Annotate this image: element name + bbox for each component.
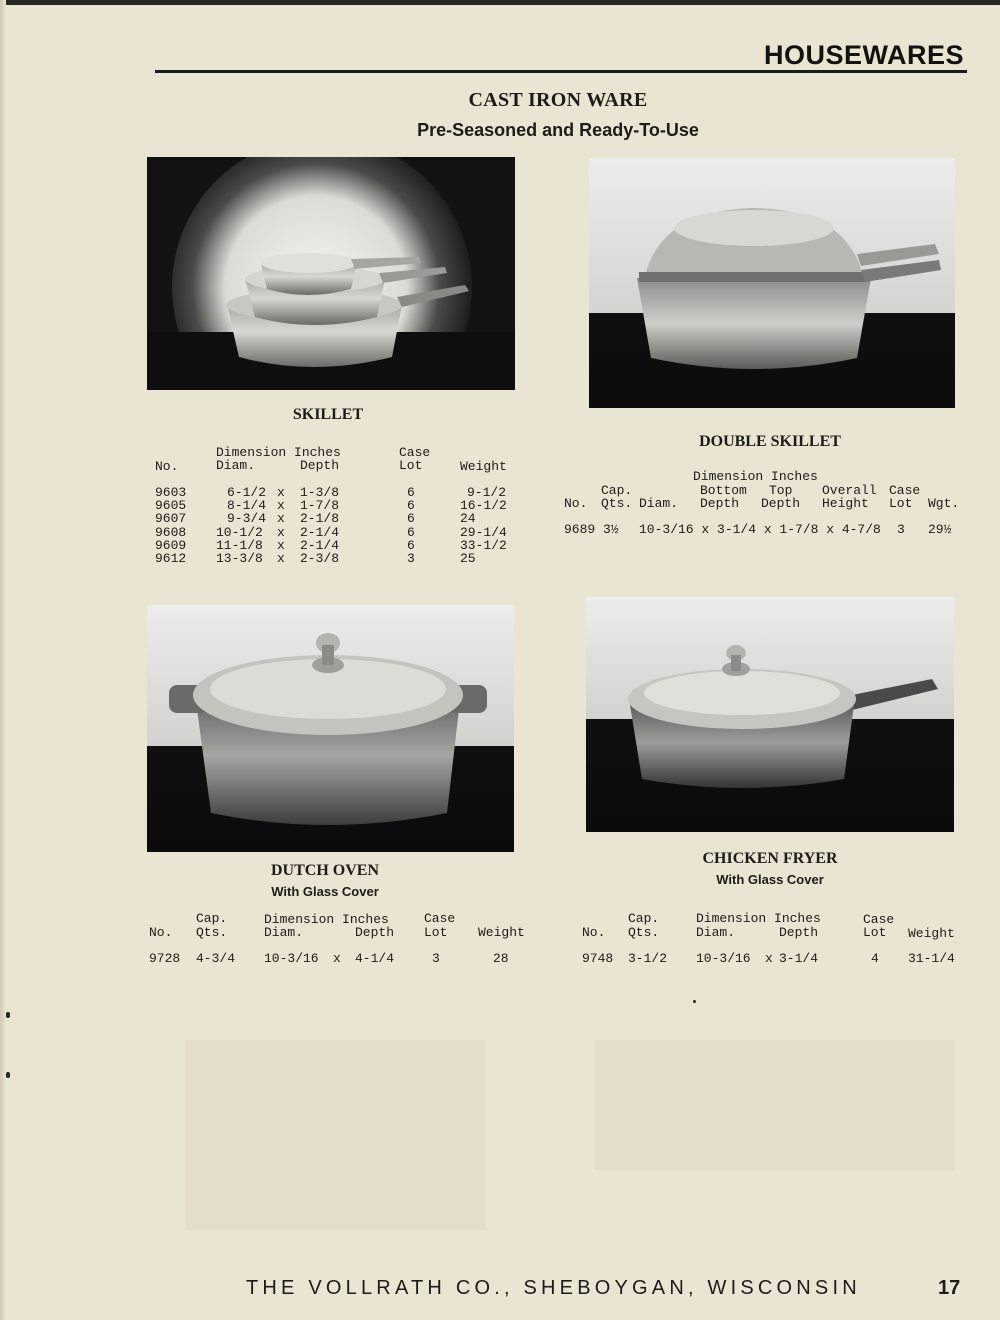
skillet-x: x — [277, 525, 285, 540]
skillet-diam: 9-3/4 — [226, 511, 266, 526]
bleed-through — [595, 1040, 955, 1170]
section-header: HOUSEWARES — [763, 40, 964, 70]
do-header-no: No. — [149, 925, 173, 940]
do-weight: 28 — [493, 951, 509, 966]
chicken-fryer-subtitle: With Glass Cover — [716, 872, 824, 887]
do-no: 9728 — [149, 951, 181, 966]
skillet-lot: 6 — [407, 511, 415, 526]
skillet-lot: 6 — [407, 485, 415, 500]
page-title: CAST IRON WARE — [468, 89, 648, 111]
ds-header-height: Height — [822, 496, 869, 511]
skillet-x: x — [277, 498, 285, 513]
skillet-no: 9609 — [155, 538, 187, 553]
skillet-lot: 6 — [407, 525, 415, 540]
do-qts: 4-3/4 — [196, 951, 236, 966]
cf-header-weight: Weight — [908, 926, 955, 941]
skillet-no: 9612 — [155, 551, 187, 566]
do-header-diam: Diam. — [264, 925, 304, 940]
ds-no: 9689 — [564, 522, 596, 537]
cf-depth: 3-1/4 — [779, 951, 819, 966]
skillet-title: SKILLET — [292, 406, 364, 423]
footer-company: THE VOLLRATH CO., SHEBOYGAN, WISCONSIN — [246, 1277, 861, 1299]
skillet-weight: 9-1/2 — [466, 485, 506, 500]
cf-x: x — [765, 951, 773, 966]
ds-header-cap: Cap. — [601, 483, 633, 498]
skillet-header-lot: Lot — [399, 458, 423, 473]
ds-header-wgt: Wgt. — [928, 496, 960, 511]
page-edge — [0, 0, 1000, 5]
cf-header-case: Case — [863, 912, 895, 927]
skillet-lot: 6 — [407, 498, 415, 513]
cf-header-diam: Diam. — [696, 925, 736, 940]
skillet-no: 9605 — [155, 498, 187, 513]
dutch-oven-title: DUTCH OVEN — [270, 862, 379, 879]
header-rule — [155, 70, 967, 73]
cf-weight: 31-1/4 — [908, 951, 955, 966]
page-number: 17 — [938, 1277, 961, 1299]
skillet-header-group: Dimension Inches — [216, 445, 341, 460]
skillet-depth: 2-1/4 — [300, 538, 340, 553]
skillet-x: x — [277, 538, 285, 553]
ds-header-qts: Qts. — [601, 496, 633, 511]
do-header-case: Case — [424, 911, 456, 926]
print-speck — [6, 1072, 10, 1078]
skillet-depth: 1-3/8 — [300, 485, 340, 500]
do-header-depth: Depth — [355, 925, 395, 940]
skillet-no: 9608 — [155, 525, 187, 540]
print-speck — [693, 1000, 696, 1003]
skillet-weight: 25 — [460, 551, 476, 566]
skillet-diam: 13-3/8 — [216, 551, 263, 566]
cf-no: 9748 — [582, 951, 614, 966]
do-header-qts: Qts. — [196, 925, 228, 940]
ds-lot: 3 — [897, 522, 905, 537]
skillet-diam: 10-1/2 — [216, 525, 263, 540]
ds-header-no: No. — [564, 496, 588, 511]
chicken-fryer-photo — [586, 597, 954, 832]
skillet-diam: 11-1/8 — [216, 538, 263, 553]
cf-lot: 4 — [871, 951, 879, 966]
do-header-lot: Lot — [424, 925, 448, 940]
skillet-header-no: No. — [155, 459, 179, 474]
skillet-photo — [147, 157, 515, 390]
ds-header-bottom: Bottom — [700, 483, 747, 498]
skillet-depth: 1-7/8 — [300, 498, 340, 513]
ds-dims: 10-3/16 x 3-1/4 x 1-7/8 x 4-7/8 — [639, 522, 881, 537]
cf-header-cap: Cap. — [628, 911, 660, 926]
skillet-diam: 6-1/2 — [226, 485, 266, 500]
double-skillet-title: DOUBLE SKILLET — [699, 433, 841, 450]
dutch-oven-photo — [147, 605, 514, 852]
dutch-oven-subtitle: With Glass Cover — [271, 884, 379, 899]
cf-header-lot: Lot — [863, 925, 887, 940]
cf-header-no: No. — [582, 925, 606, 940]
ds-header-overall: Overall — [822, 483, 877, 498]
cf-diam: 10-3/16 — [696, 951, 751, 966]
ds-qts: 3½ — [603, 522, 619, 537]
do-header-cap: Cap. — [196, 911, 228, 926]
skillet-weight: 16-1/2 — [460, 498, 507, 513]
cf-qts: 3-1/2 — [628, 951, 668, 966]
page-subtitle: Pre-Seasoned and Ready-To-Use — [417, 120, 699, 140]
skillet-depth: 2-1/4 — [300, 525, 340, 540]
skillet-weight: 24 — [460, 511, 476, 526]
do-lot: 3 — [432, 951, 440, 966]
skillet-header-diam: Diam. — [216, 458, 256, 473]
ds-header-lot: Lot — [889, 496, 913, 511]
do-depth: 4-1/4 — [355, 951, 395, 966]
skillet-weight: 33-1/2 — [460, 538, 507, 553]
skillet-header-depth: Depth — [300, 458, 340, 473]
do-header-group: Dimension Inches — [264, 912, 389, 927]
skillet-x: x — [277, 485, 285, 500]
chicken-fryer-title: CHICKEN FRYER — [702, 850, 838, 867]
skillet-depth: 2-1/8 — [300, 511, 340, 526]
ds-header-bottom-depth: Depth — [700, 496, 740, 511]
cf-header-group: Dimension Inches — [696, 911, 821, 926]
page-spine-shadow — [0, 0, 6, 1320]
do-diam: 10-3/16 — [264, 951, 319, 966]
skillet-weight: 29-1/4 — [460, 525, 507, 540]
skillet-x: x — [277, 511, 285, 526]
ds-wgt: 29½ — [928, 522, 952, 537]
skillet-no: 9607 — [155, 511, 187, 526]
ds-header-top-depth: Depth — [761, 496, 801, 511]
do-header-weight: Weight — [478, 925, 525, 940]
cf-header-qts: Qts. — [628, 925, 660, 940]
ds-header-group: Dimension Inches — [693, 469, 818, 484]
skillet-header-case: Case — [399, 445, 431, 460]
skillet-no: 9603 — [155, 485, 187, 500]
skillet-header-weight: Weight — [460, 459, 507, 474]
skillet-diam: 8-1/4 — [226, 498, 266, 513]
skillet-x: x — [277, 551, 285, 566]
do-x: x — [333, 951, 341, 966]
bleed-through — [185, 1040, 485, 1230]
cf-header-depth: Depth — [779, 925, 819, 940]
ds-header-diam: Diam. — [639, 496, 679, 511]
skillet-lot: 3 — [407, 551, 415, 566]
ds-header-case: Case — [889, 483, 921, 498]
double-skillet-photo — [589, 158, 955, 408]
skillet-depth: 2-3/8 — [300, 551, 340, 566]
skillet-lot: 6 — [407, 538, 415, 553]
print-speck — [6, 1012, 10, 1018]
ds-header-top: Top — [769, 483, 793, 498]
